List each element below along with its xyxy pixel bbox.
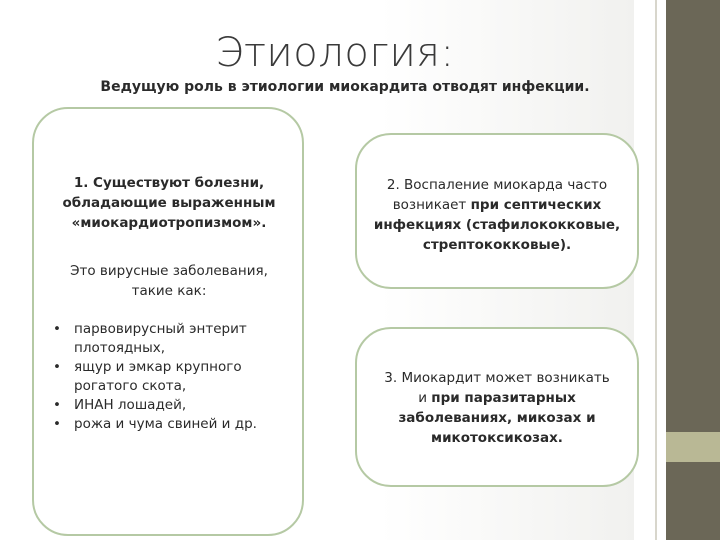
left-intro-line: такие как: [131, 283, 207, 299]
tr-line: 2. Воспаление миокарда часто [386, 177, 608, 193]
right-bar-accent [666, 432, 720, 462]
list-item-line: ящур и эмкар крупного [74, 359, 242, 375]
list-item-line: ИНАН лошадей, [74, 397, 187, 413]
bullet-icon: • [53, 321, 61, 337]
br-line: микотоксикозах. [431, 430, 563, 446]
bottom-right-box-text [362, 368, 632, 448]
slide-title: Этиология: [215, 30, 455, 76]
tr-line-normal: возникает [392, 197, 471, 213]
disease-list [38, 320, 300, 434]
bullet-icon: • [53, 397, 61, 413]
tr-line: стрептококковые). [422, 237, 572, 253]
tr-line: инфекциях (стафилококковые, [373, 217, 621, 233]
left-heading-line: обладающие выраженным [62, 195, 276, 211]
left-heading-line: 1. Существуют болезни, [73, 175, 265, 191]
left-heading-line: «миокардиотропизмом». [71, 215, 267, 231]
list-item [38, 320, 300, 358]
list-item-line: рогатого скота, [74, 378, 187, 394]
left-intro-line: Это вирусные заболевания, [70, 263, 268, 279]
list-item [38, 415, 300, 434]
list-item-line: парвовирусный энтерит [74, 321, 247, 337]
br-line-normal: и [418, 390, 432, 406]
br-line [362, 388, 632, 408]
tr-line [362, 195, 632, 215]
slide-subtitle: Ведущую роль в этиологии миокардита отводят инфекции. [100, 79, 590, 95]
bullet-icon: • [53, 359, 61, 375]
tr-line-bold: при септических [470, 197, 602, 213]
list-item-line: плотоядных, [74, 340, 166, 356]
br-line-bold: при паразитарных [431, 390, 576, 406]
list-item [38, 358, 300, 396]
br-line: заболеваниях, микозах и [398, 410, 596, 426]
left-box-heading [40, 173, 298, 233]
bullet-icon: • [53, 416, 61, 432]
top-right-box-text [362, 175, 632, 255]
br-line: 3. Миокардит может возникать [384, 370, 610, 386]
list-item [38, 396, 300, 415]
list-item-line: рожа и чума свиней и др. [74, 416, 257, 432]
left-box-intro [40, 261, 298, 301]
